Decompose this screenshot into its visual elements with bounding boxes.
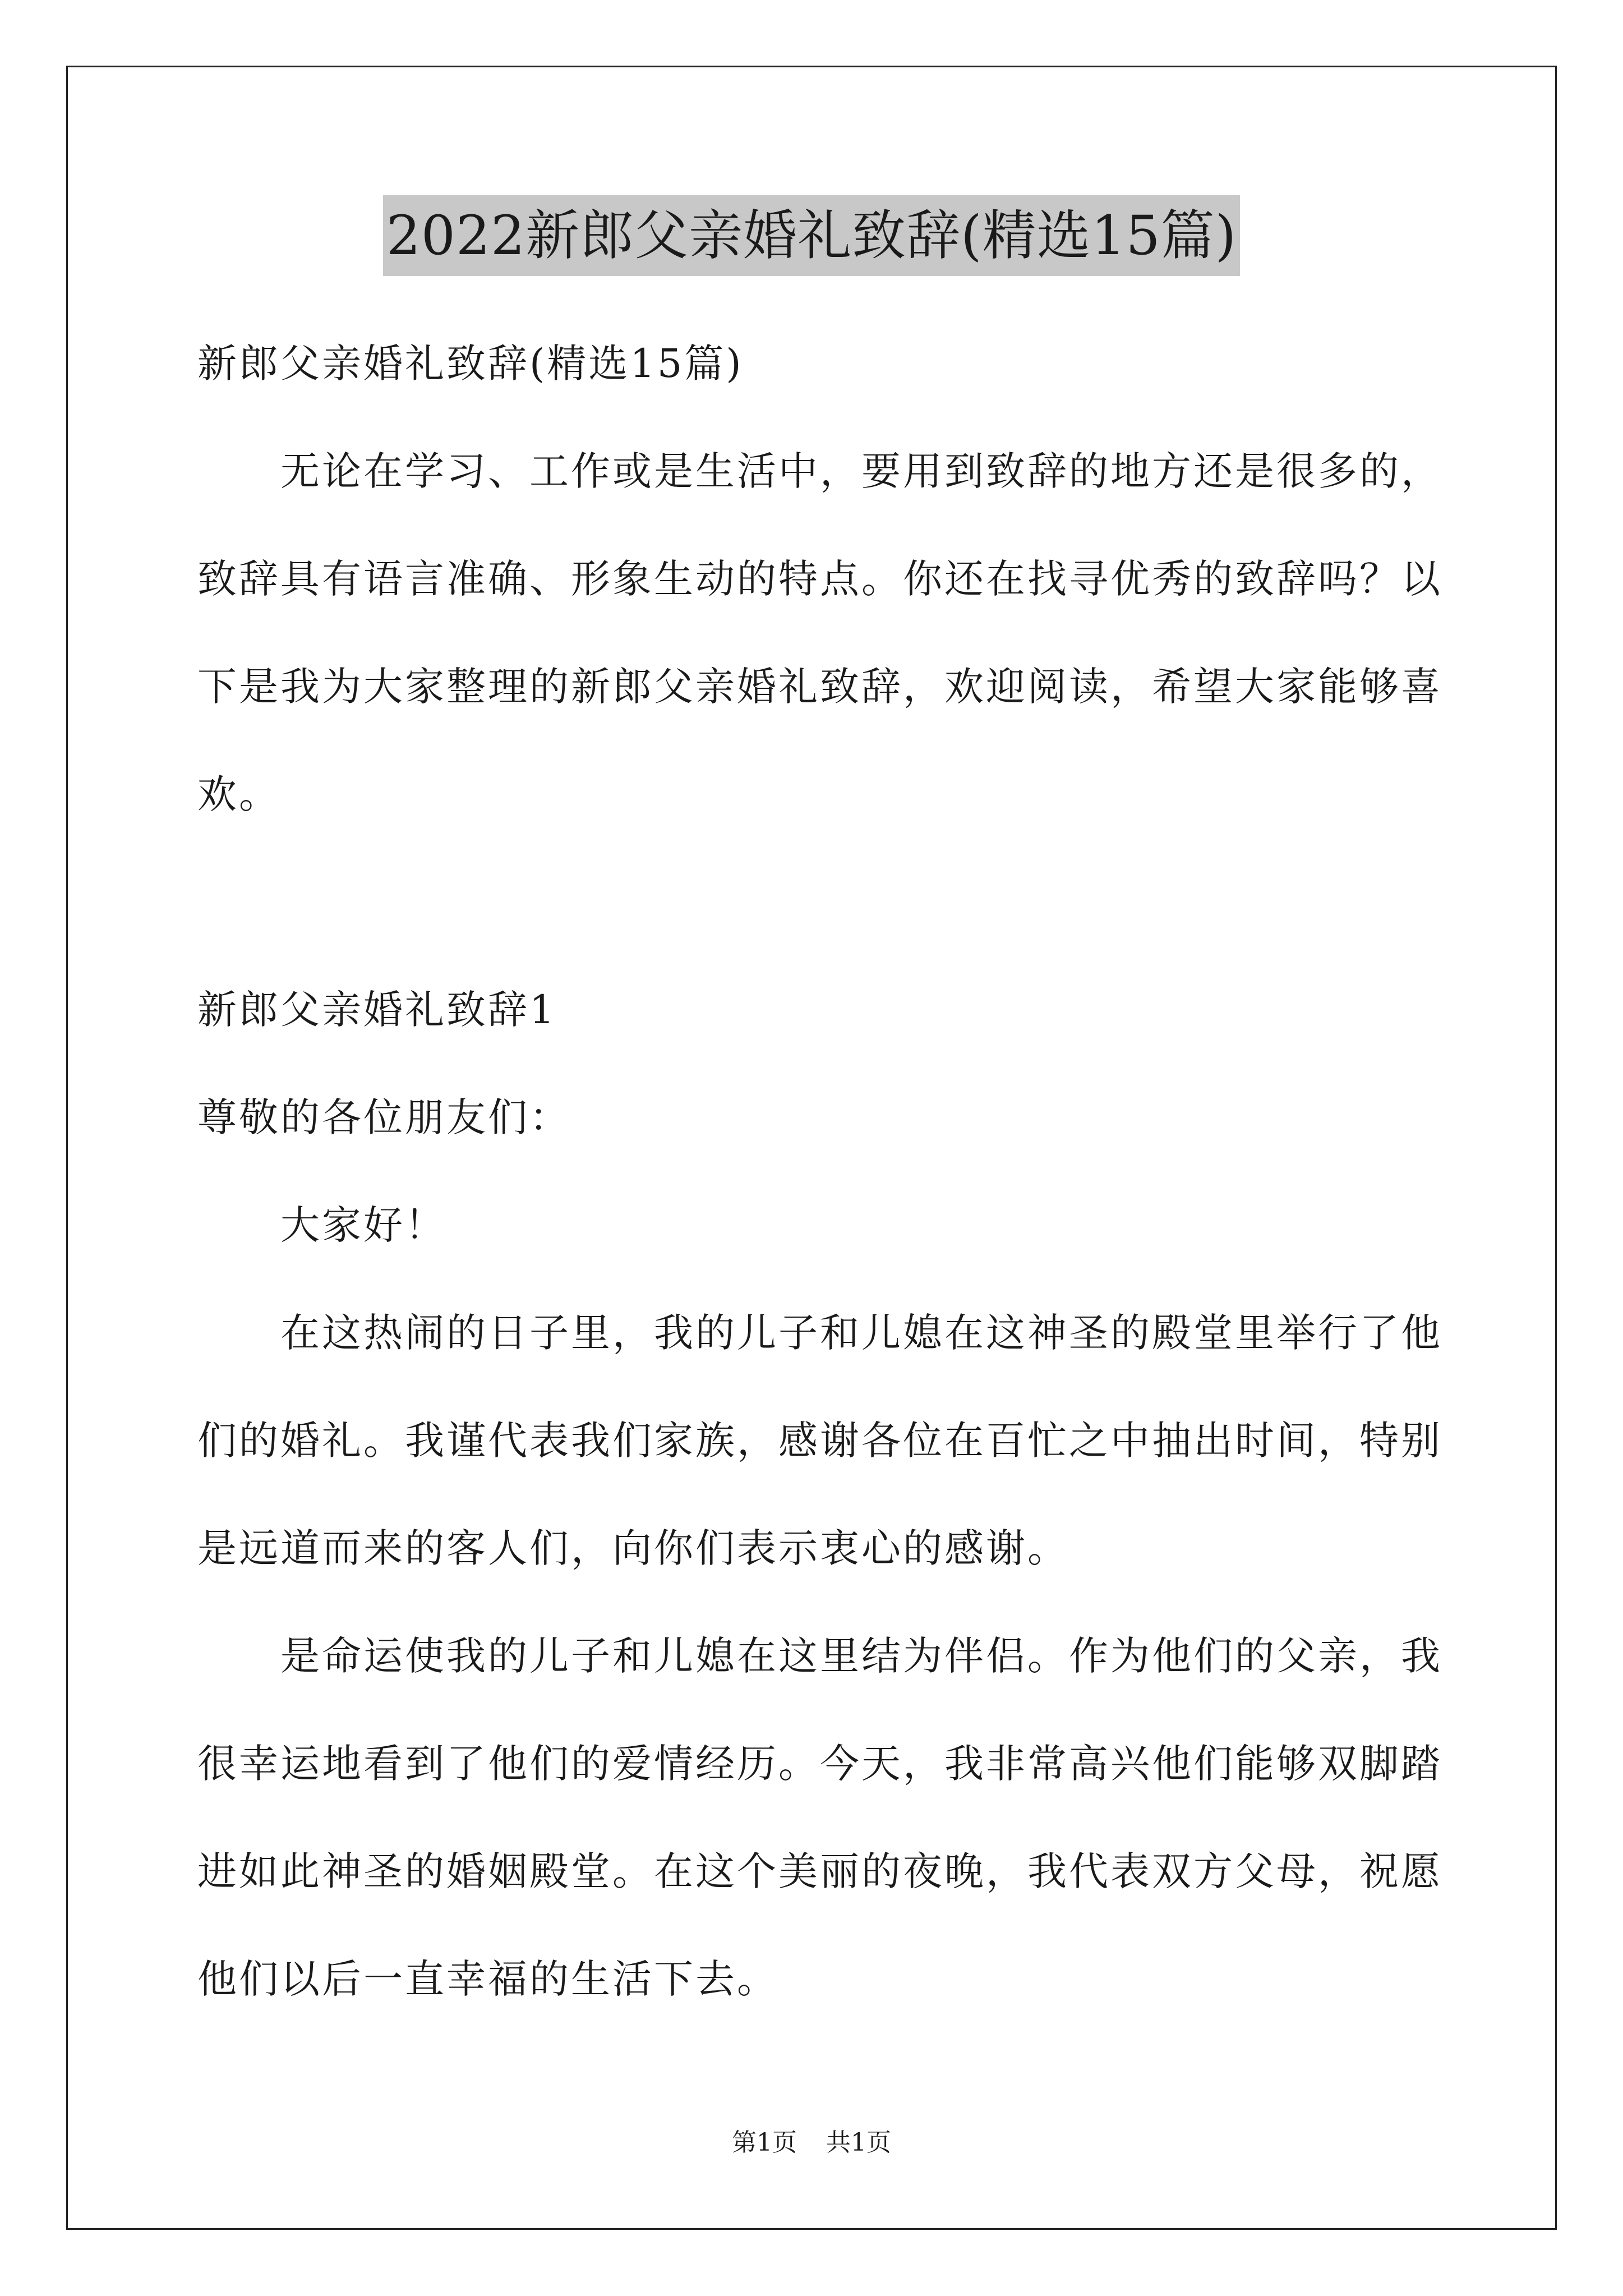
document-title: 2022新郎父亲婚礼致辞(精选15篇) bbox=[383, 195, 1240, 276]
page-footer bbox=[0, 2126, 1623, 2160]
salutation: 尊敬的各位朋友们： bbox=[197, 1094, 571, 1140]
intro-line: 无论在学习、工作或是生活中，要用到致辞的地方还是很多的， bbox=[280, 448, 1442, 494]
intro-line: 致辞具有语言准确、形象生动的特点。你还在找寻优秀的致辞吗？以 bbox=[197, 556, 1442, 602]
paragraph-line: 在这热闹的日子里，我的儿子和儿媳在这神圣的殿堂里举行了他 bbox=[280, 1310, 1442, 1356]
paragraph-line: 进如此神圣的婚姻殿堂。在这个美丽的夜晚，我代表双方父母，祝愿 bbox=[197, 1848, 1442, 1894]
section-heading: 新郎父亲婚礼致辞1 bbox=[197, 987, 557, 1033]
document-body bbox=[197, 310, 1442, 2033]
paragraph-line: 很幸运地看到了他们的爱情经历。今天，我非常高兴他们能够双脚踏 bbox=[197, 1741, 1442, 1787]
intro-line: 下是我为大家整理的新郎父亲婚礼致辞，欢迎阅读，希望大家能够喜 bbox=[197, 664, 1442, 710]
paragraph-line: 他们以后一直幸福的生活下去。 bbox=[197, 1956, 778, 2002]
subtitle: 新郎父亲婚礼致辞(精选15篇) bbox=[197, 341, 744, 386]
page-number: 第1页 bbox=[732, 2128, 797, 2157]
paragraph-line: 是远道而来的客人们，向你们表示衷心的感谢。 bbox=[197, 1525, 1069, 1571]
paragraph-line: 是命运使我的儿子和儿媳在这里结为伴侣。作为他们的父亲，我 bbox=[280, 1633, 1442, 1679]
greeting: 大家好！ bbox=[280, 1202, 446, 1248]
section-spacer bbox=[197, 848, 1431, 956]
intro-line: 欢。 bbox=[197, 771, 280, 817]
paragraph-line: 们的婚礼。我谨代表我们家族，感谢各位在百忙之中抽出时间，特别 bbox=[197, 1418, 1442, 1464]
page-count: 共1页 bbox=[826, 2128, 891, 2157]
title-container bbox=[0, 195, 1623, 276]
